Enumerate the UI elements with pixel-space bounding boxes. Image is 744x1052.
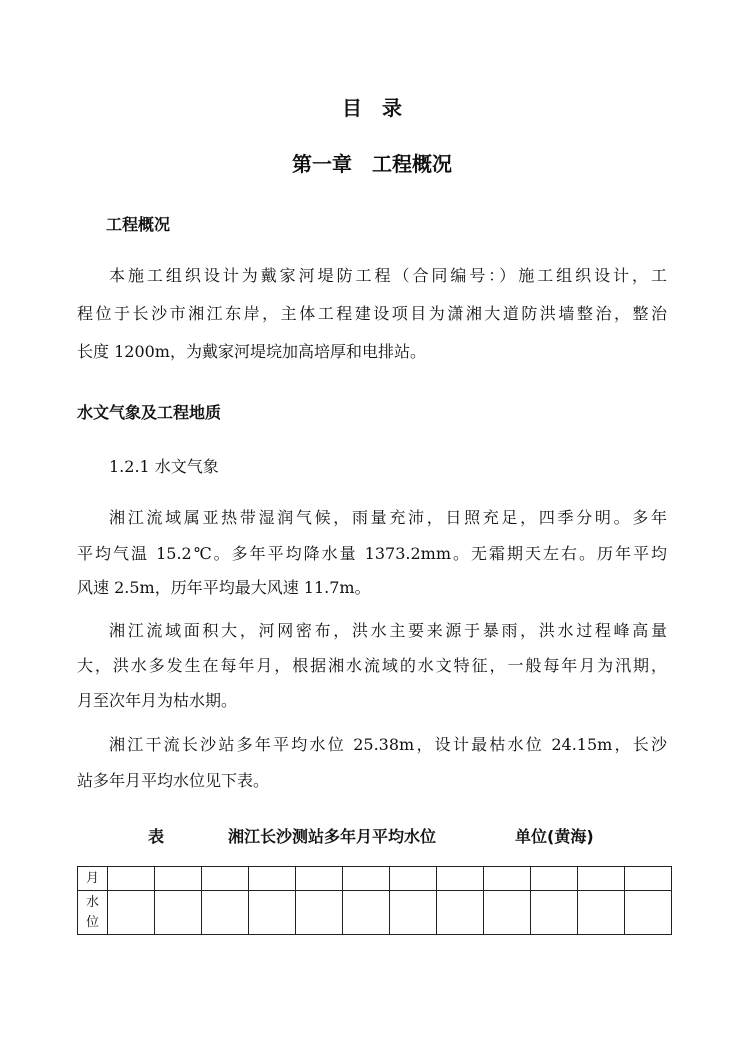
table-cell: [390, 891, 437, 935]
table-cell: [484, 867, 531, 891]
row-header-char: 位: [85, 914, 99, 930]
table-cell: [578, 891, 625, 935]
paragraph-line: 本施工组织设计为戴家河堤防工程（合同编号：）施工组织设计，工: [109, 266, 667, 285]
water-level-table: [77, 866, 672, 935]
table-cell: [625, 891, 672, 935]
paragraph-line: 大，洪水多发生在每年月，根据湘水流域的水文特征，一般每年月为汛期，: [77, 656, 667, 675]
paragraph-line: 湘江流域属亚热带湿润气候，雨量充沛，日照充足，四季分明。多年: [109, 508, 667, 527]
table-cell: [437, 867, 484, 891]
paragraph-line: 平均气温 15.2℃。多年平均降水量 1373.2mm。无霜期天左右。历年平均: [77, 544, 667, 563]
paragraph-line: 程位于长沙市湘江东岸，主体工程建设项目为潇湘大道防洪墙整治，整治: [77, 304, 667, 323]
table-cell: [108, 867, 155, 891]
table-cell: [249, 891, 296, 935]
paragraph-line: 湘江干流长沙站多年平均水位 25.38m，设计最枯水位 24.15m，长沙: [109, 735, 667, 754]
chapter-title: 第一章 工程概况: [292, 152, 452, 176]
row-header-month: 月: [78, 867, 108, 891]
paragraph-line: 湘江流域面积大，河网密布，洪水主要来源于暴雨，洪水过程峰高量: [109, 621, 667, 640]
table-cell: [296, 867, 343, 891]
table-cell: [343, 867, 390, 891]
table-cell: [202, 867, 249, 891]
table-cell: [249, 867, 296, 891]
table-cell: [578, 867, 625, 891]
row-header-char: 水: [85, 894, 99, 910]
table-cell: [531, 867, 578, 891]
table-cell: [108, 891, 155, 935]
paragraph-line: 长度 1200m，为戴家河堤垸加高培厚和电排站。: [77, 342, 426, 361]
table-cell: [296, 891, 343, 935]
section-heading-hydrology: 水文气象及工程地质: [77, 403, 222, 422]
table-cell: [343, 891, 390, 935]
table-row-month: [78, 867, 672, 891]
section-heading-overview: 工程概况: [106, 215, 171, 234]
table-caption-label: 表: [148, 827, 165, 846]
row-header-water-level: [78, 891, 108, 935]
table-cell: [484, 891, 531, 935]
table-cell: [202, 891, 249, 935]
table-cell: [155, 867, 202, 891]
paragraph-line: 风速 2.5m，历年平均最大风速 11.7m。: [77, 578, 371, 597]
table-cell: [625, 867, 672, 891]
table-caption-title: 湘江长沙测站多年月平均水位: [228, 827, 437, 846]
subsection-heading: 1.2.1 水文气象: [109, 457, 219, 476]
paragraph-line: 站多年月平均水位见下表。: [77, 771, 270, 790]
paragraph-line: 月至次年月为枯水期。: [77, 691, 238, 710]
table-cell: [437, 891, 484, 935]
table-cell: [531, 891, 578, 935]
table-cell: [155, 891, 202, 935]
table-caption-unit: 单位(黄海): [515, 827, 594, 846]
table-cell: [390, 867, 437, 891]
toc-title: 目 录: [342, 96, 402, 120]
table-row-water-level: [78, 891, 672, 935]
